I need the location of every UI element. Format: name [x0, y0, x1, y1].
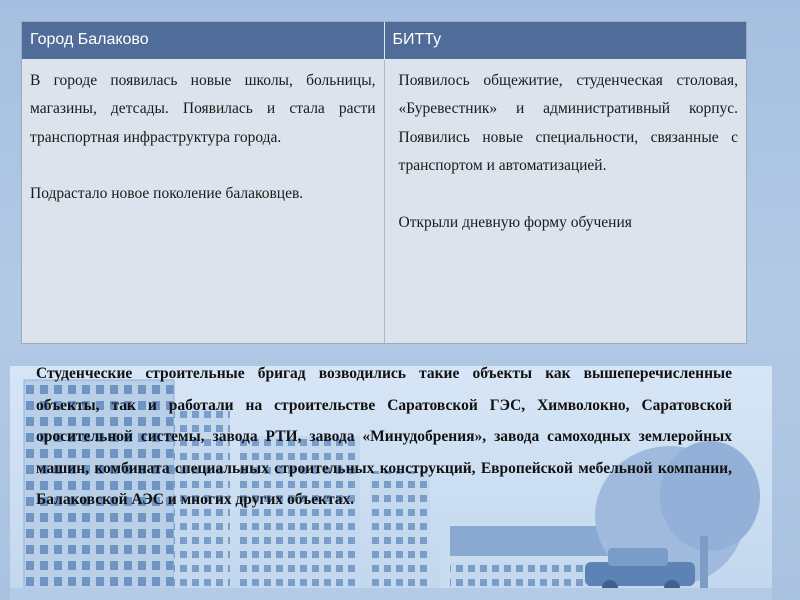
institute-paragraph-2: Открыли дневную форму обучения [398, 213, 632, 231]
cell-city [22, 59, 384, 343]
table-header-row [22, 22, 746, 59]
comparison-table [21, 21, 747, 344]
header-city: Город Балаково [22, 22, 384, 59]
table-row [22, 59, 746, 343]
header-institute: БИТТу [384, 22, 746, 59]
caption-text: Студенческие строительные бригад возводились такие объекты как вышеперечисленные объекты, так и работали на строительстве Саратовской ГЭС, Химволокно, Саратовской оросительной системы, завода РТИ, завода «Минудобрения», завода самоходных землеройных машин, комбината специальных строительных конструкций, Европейской мебельной компании, Балаковской АЭС и многих других объектах. [36, 365, 732, 508]
city-paragraph-2: Подрастало новое поколение балаковцев. [30, 185, 304, 202]
spacer [30, 152, 376, 180]
ground [10, 588, 772, 600]
cell-institute [384, 59, 746, 343]
spacer [399, 181, 739, 209]
city-paragraph-1: В городе появилась новые школы, больницы, магазины, детсады. Появилась и стала расти транспортная инфраструктура города. [30, 71, 376, 146]
institute-paragraph-1: Появилось общежитие, студенческая столовая, «Буревестник» и административный корпус. Появились новые специальности, связанные с транспортом и автоматизацией. [398, 71, 738, 174]
